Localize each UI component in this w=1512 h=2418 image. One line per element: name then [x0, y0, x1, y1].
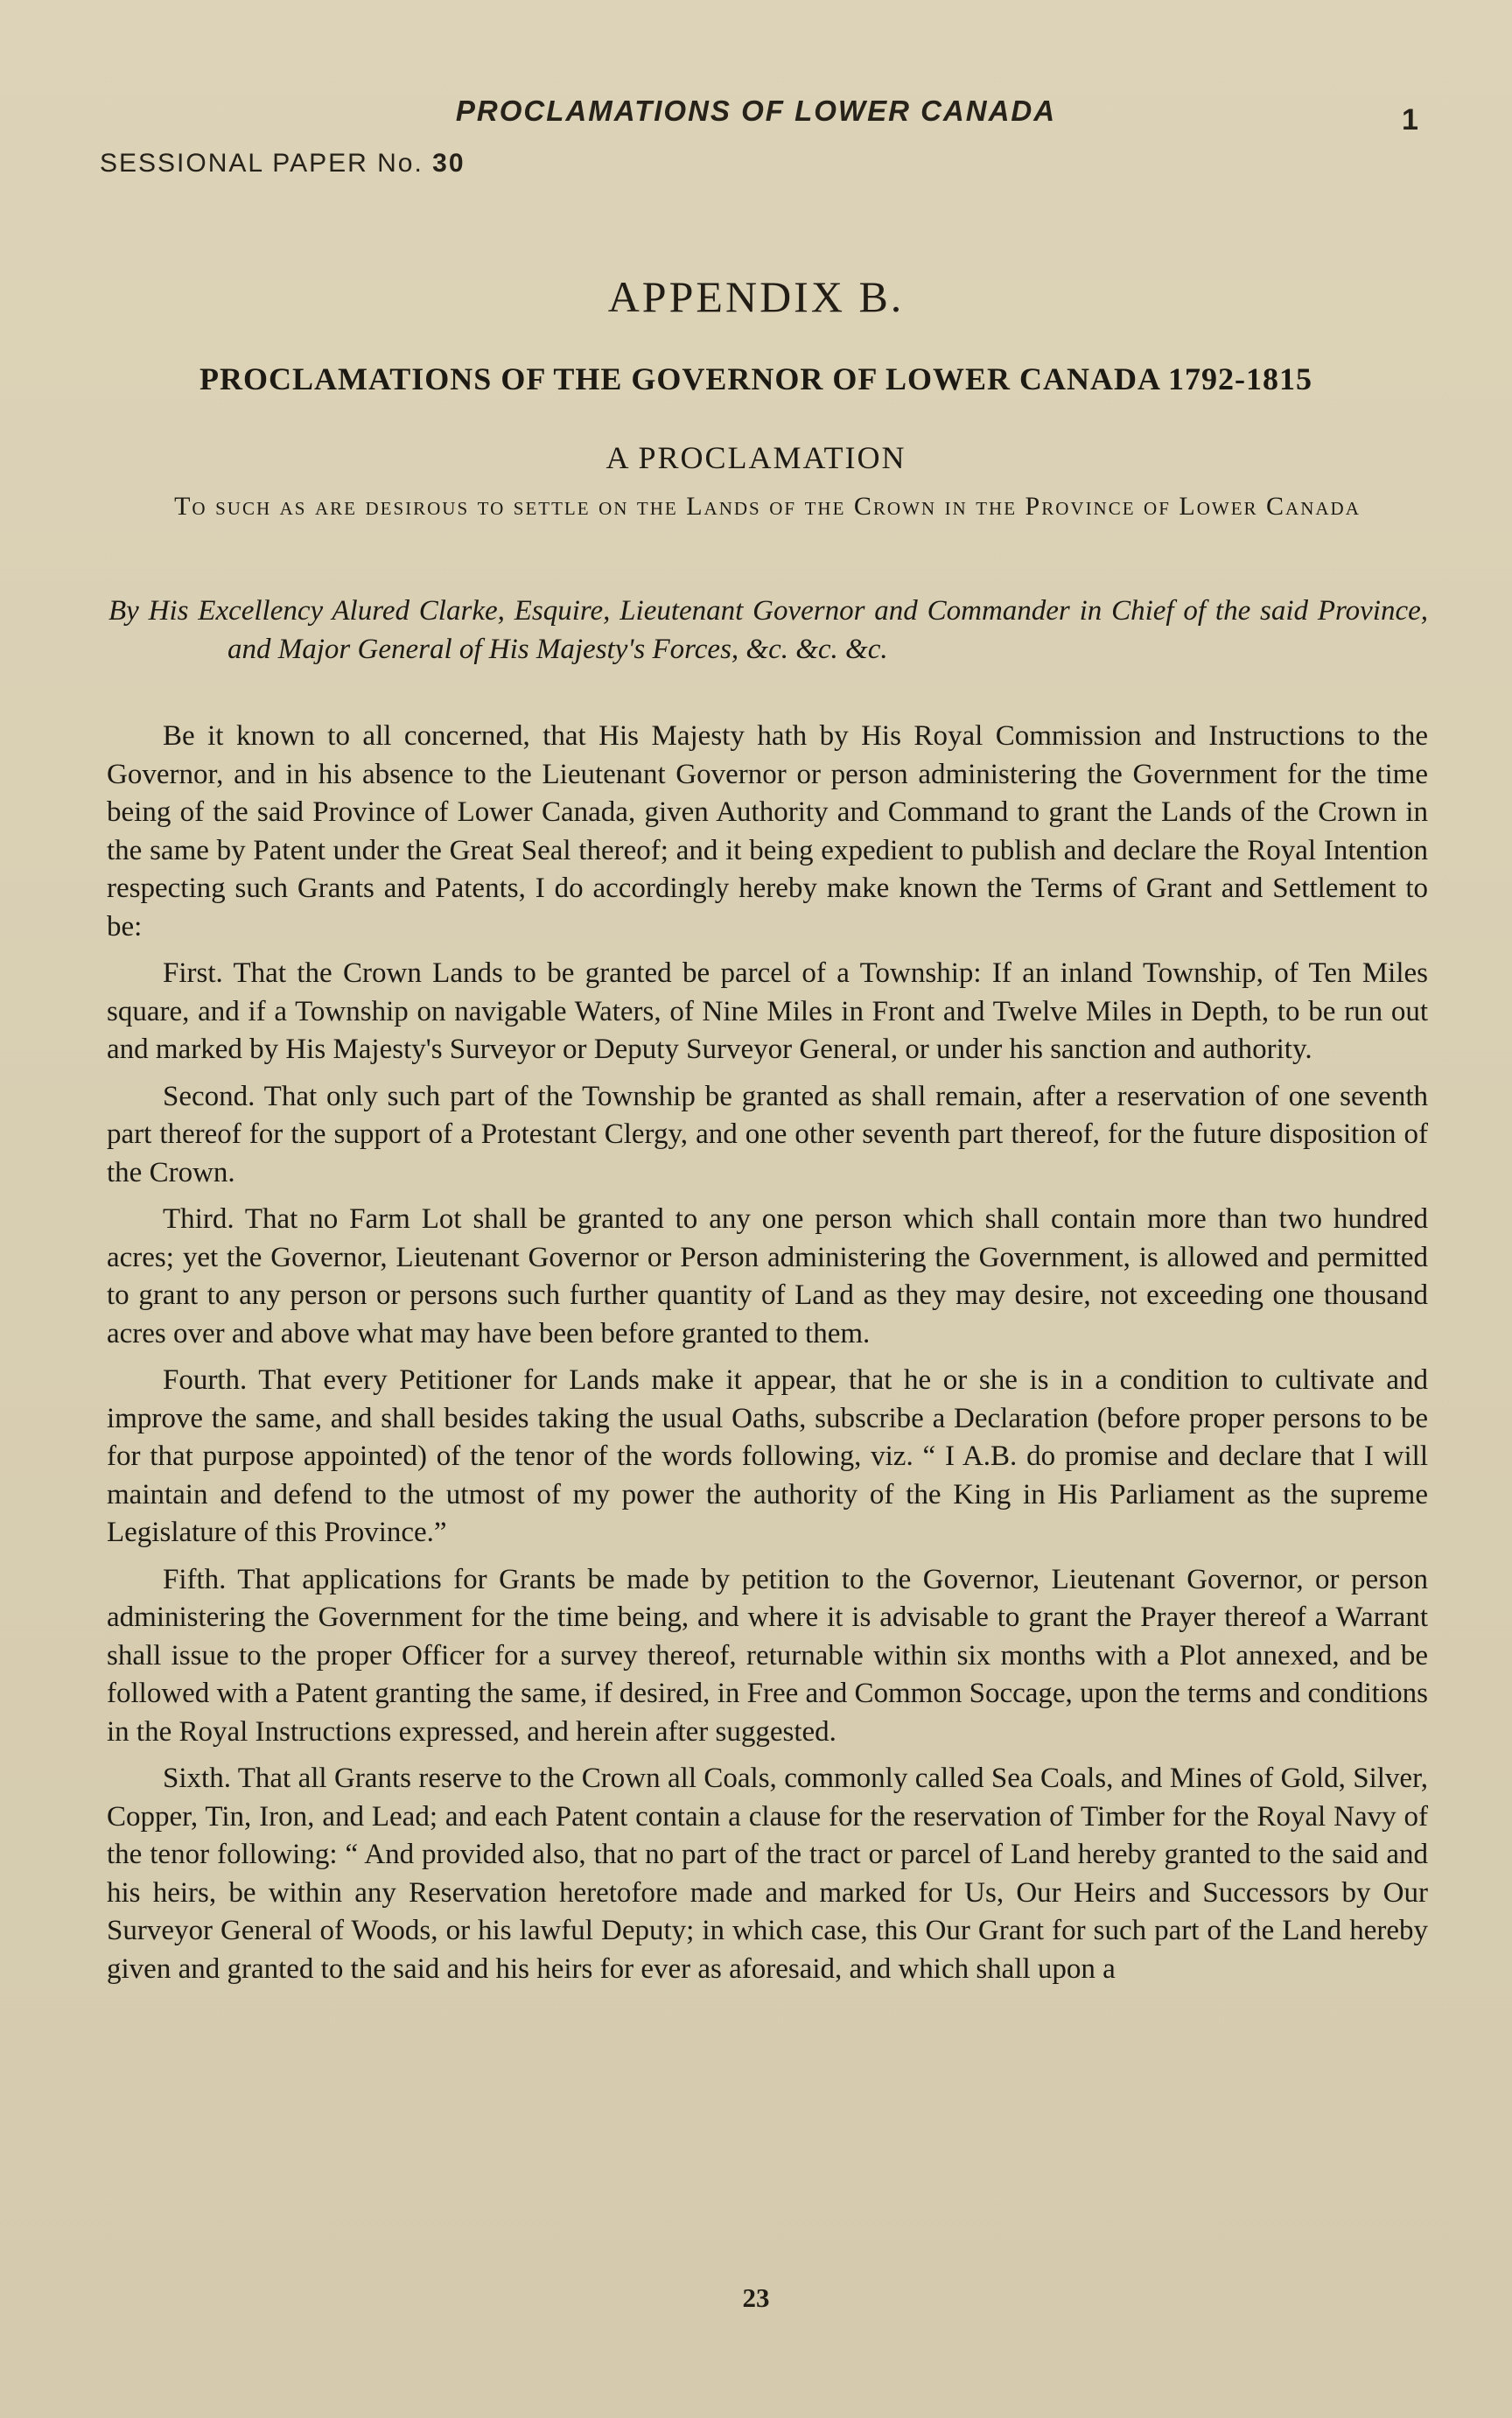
paragraph-fourth: Fourth. That every Petitioner for Lands make it appear, that he or she is in a condition to cultivate and improve the same, and shall besides taking the usual Oaths, subscribe a Declaration (before proper persons to be for that purpose appointed) of the tenor of the words following, viz. “ I A.B. do promise and declare that I will maintain and defend to the utmost of my power the authority of the King in His Parliament as the supreme Legislature of this Province.” — [107, 1364, 1428, 1548]
paragraph-first: First. That the Crown Lands to be granted be parcel of a Township: If an inland Township, of Ten Miles square, and if a Township on navigable Waters, of Nine Miles in Front and Twelve Miles in Depth, to be run out and marked by His Majesty's Surveyor or Deputy Surveyor General, or under his sanction and authority. — [107, 957, 1428, 1065]
paragraph-second: Second. That only such part of the Township be granted as shall remain, after a reservation of one seventh part thereof for the support of a Protestant Clergy, and one other seventh part thereof, for the future disposition of the Crown. — [107, 1080, 1428, 1188]
sessional-paper-label — [100, 149, 466, 179]
main-title: PROCLAMATIONS OF THE GOVERNOR OF LOWER CANADA 1792-1815 — [199, 361, 1313, 396]
sessional-paper-text: SESSIONAL PAPER No. — [100, 149, 424, 178]
appendix-title: APPENDIX B. — [607, 272, 905, 321]
paragraph-preamble: Be it known to all concerned, that His Majesty hath by His Royal Commission and Instructions to the Governor, and in his absence to the Lieutenant Governor or person administering the Government for the time being of the said Province of Lower Canada, given Authority and Command to grant the Lands of the Crown in the same by Patent under the Great Seal thereof; and it being expedient to publish and declare the Royal Intention respecting such Grants and Patents, I do accordingly hereby make known the Terms of Grant and Settlement to be: — [107, 720, 1428, 943]
paragraph-third: Third. That no Farm Lot shall be granted to any one person which shall contain more than two hundred acres; yet the Governor, Lieutenant Governor or Person administering the Government, is allowed and permitted to grant to any person or persons such further quantity of Land as they may desire, not exceeding one thousand acres over and above what may have been before granted to them. — [107, 1203, 1428, 1349]
paragraph-sixth: Sixth. That all Grants reserve to the Crown all Coals, commonly called Sea Coals, and Mines of Gold, Silver, Copper, Tin, Iron, and Lead; and each Patent contain a clause for the reservation of Timber for the Royal Navy of the tenor following: “ And provided also, that no part of the tract or parcel of Land hereby granted to the said and his heirs, be within any Reservation heretofore made and marked for Us, Our Heirs and Successors by Our Surveyor General of Woods, or his lawful Deputy; in which case, this Our Grant for such part of the Land hereby given and granted to the said and his heirs for ever as aforesaid, and which shall upon a — [107, 1763, 1428, 1985]
paragraph-fifth: Fifth. That applications for Grants be made by petition to the Governor, Lieutenant Governor, or person administering the Government for the time being, and where it is advisable to grant the Prayer thereof a Warrant shall issue to the proper Officer for a survey thereof, returnable within six months with a Plot annexed, and be followed with a Patent granting the same, if desired, in Free and Common Soccage, upon the terms and conditions in the Royal Instructions expressed, and herein after suggested. — [107, 1563, 1428, 1748]
bottom-page-number: 23 — [742, 2282, 770, 2313]
sessional-paper-number: 30 — [432, 149, 466, 178]
proclamation-body — [107, 718, 1428, 1997]
running-head-title: PROCLAMATIONS OF LOWER CANADA — [455, 95, 1057, 127]
proclamation-subtitle: A PROCLAMATION — [606, 440, 906, 475]
proclamation-address: To such as are desirous to settle on the Lands of the Crown in the Province of Lower Canada — [174, 492, 1361, 521]
proclamation-byline: By His Excellency Alured Clarke, Esquire, Lieutenant Governor and Commander in Chief of the said Province, and Major General of His Majesty's Forces, &c. &c. &c. — [108, 595, 1428, 665]
top-page-number: 1 — [1402, 103, 1418, 137]
